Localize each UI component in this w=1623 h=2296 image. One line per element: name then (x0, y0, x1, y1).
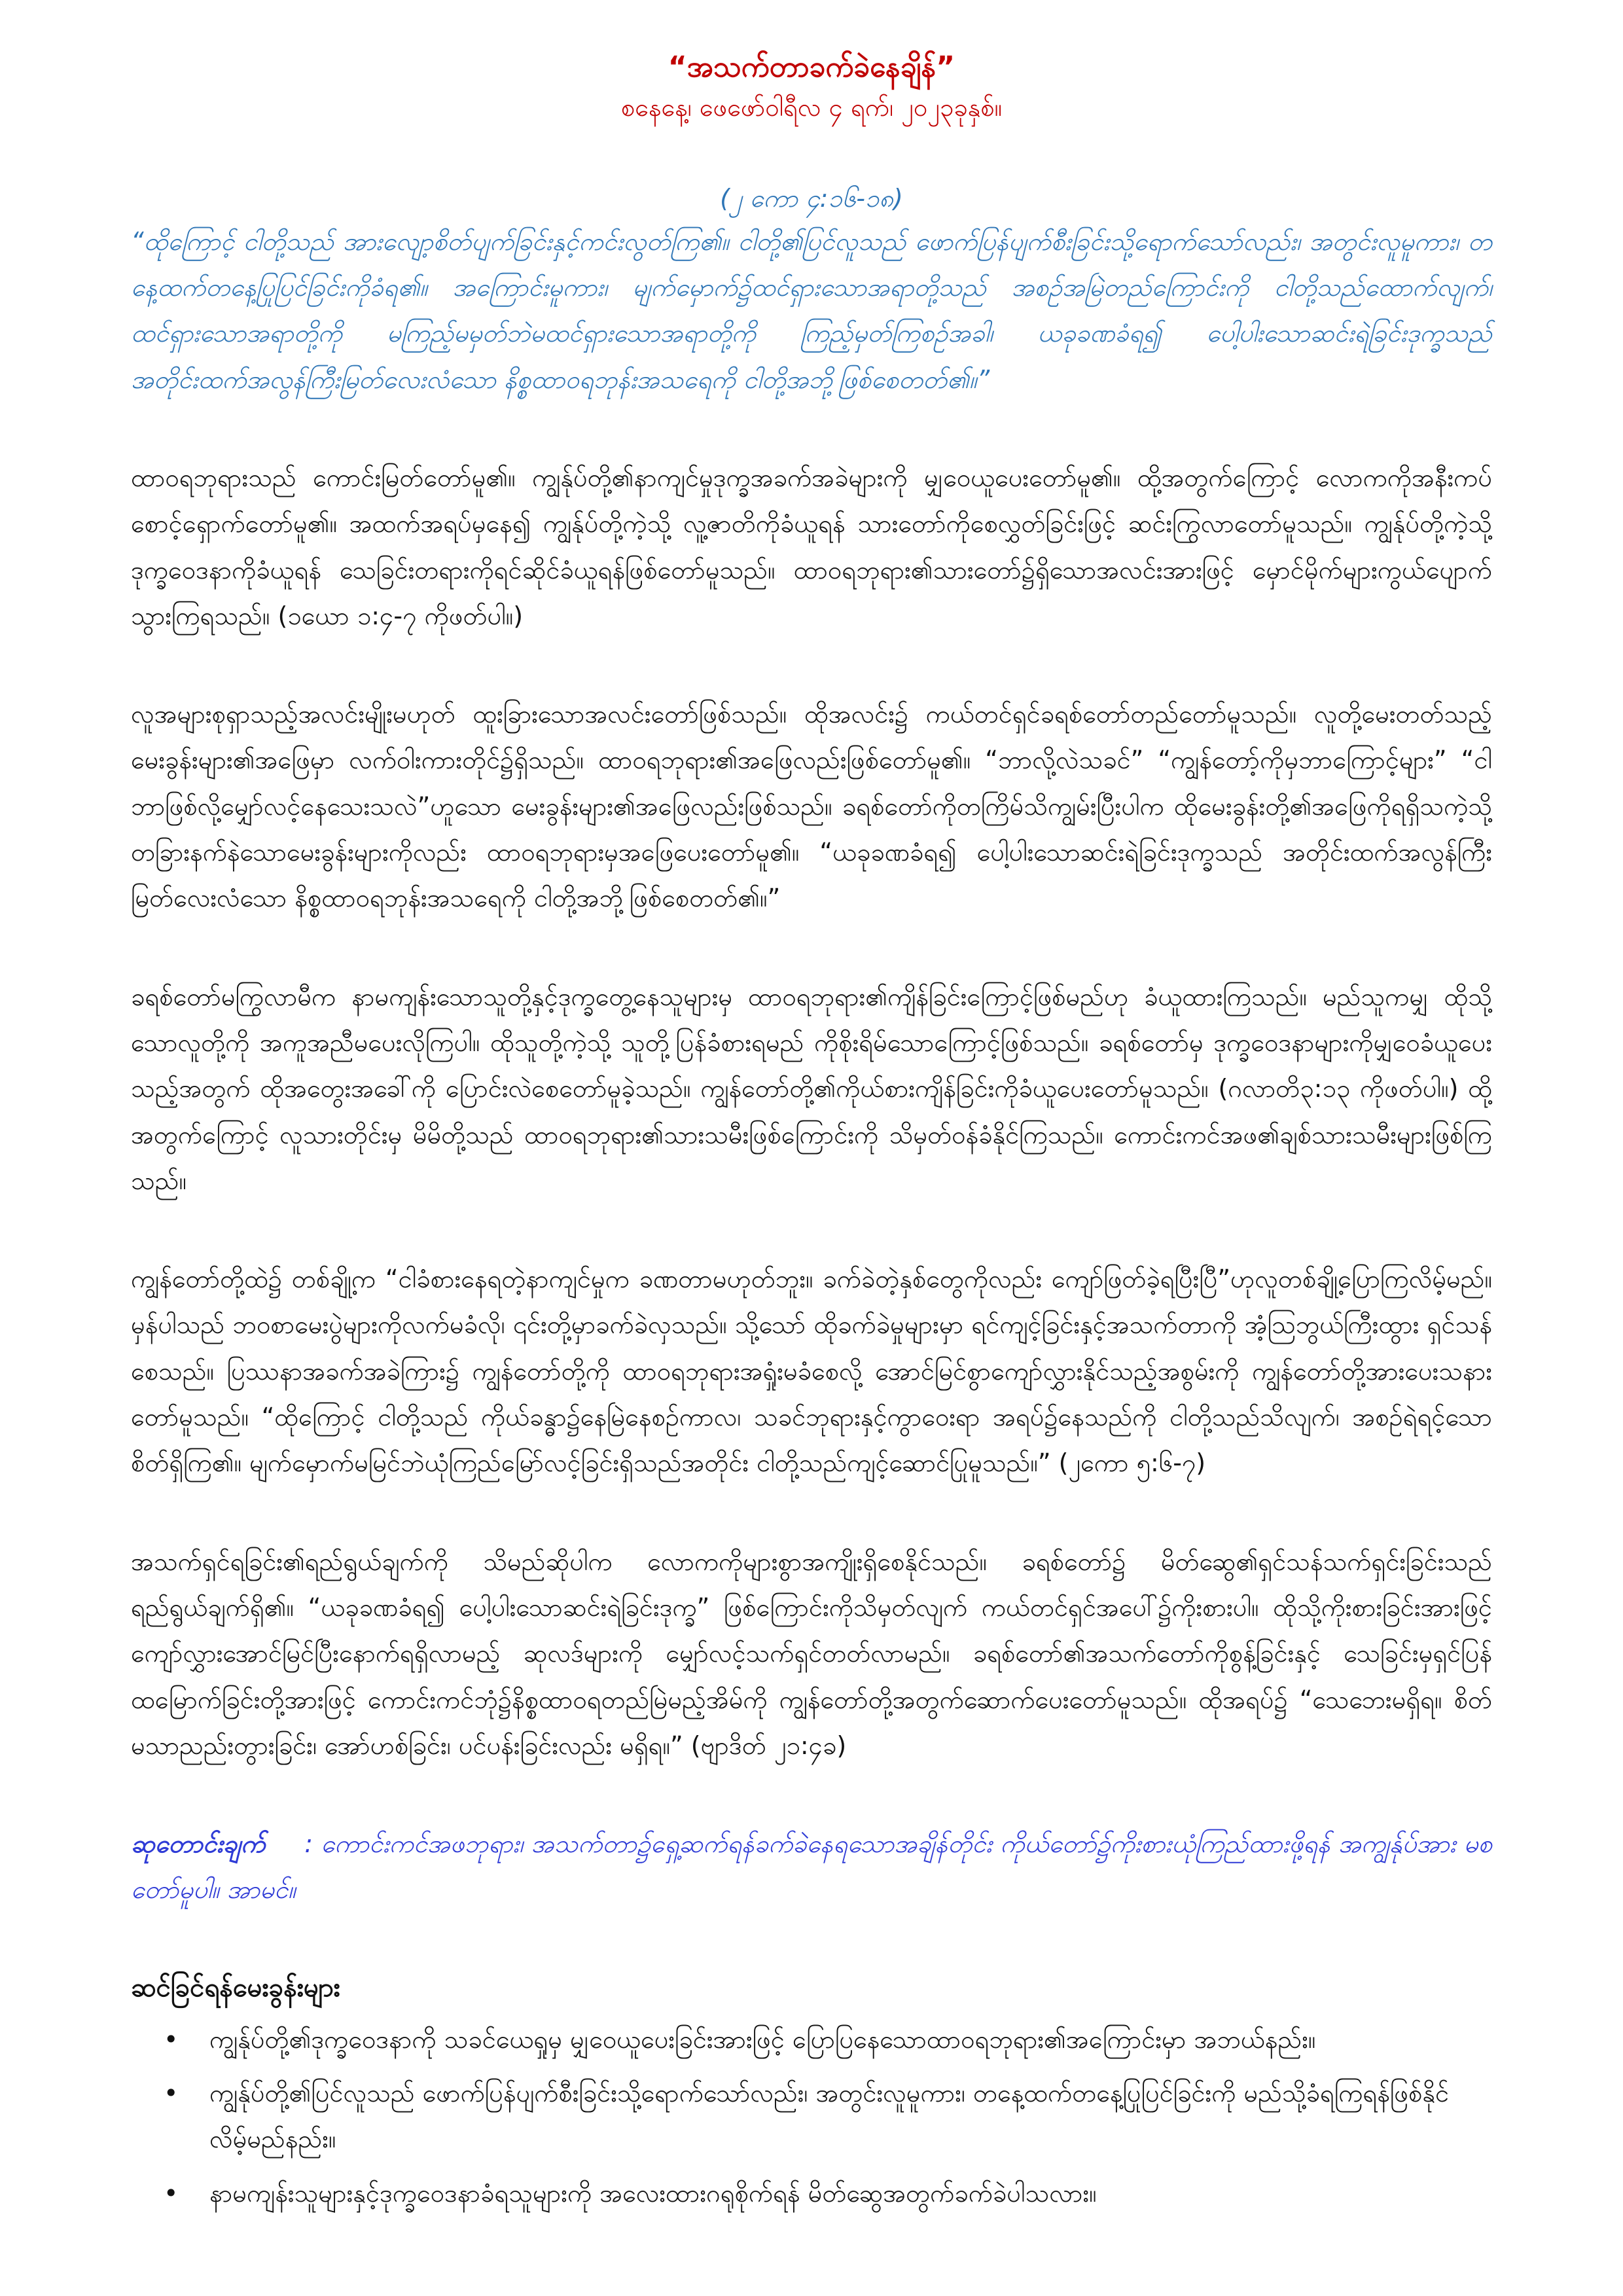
body-paragraph-3: ခရစ်တော်မကြွလာမီက နာမကျန်းသောသူတို့နှင့်ဒုက္ခတွေ့နေသူများမှ ထာဝရဘုရား၏ကျိန်ခြင်းကြောင့်ဖြစ်မည်ဟု ခံယူထားကြသည်။ မည်သူကမျှ ထိုသို့သောလူတို့ကို အကူအညီမပေးလိုကြပါ။ ထိုသူတို့ကဲ့သို့ သူတို့ပြန်ခံစားရမည် ကိုစိုးရိမ်သောကြောင့်ဖြစ်သည်။ ခရစ်တော်မှ ဒုက္ခဝေဒနာများကိုမျှဝေခံယူပေးသည့်အတွက် ထိုအတွေးအခေါ်ကို ပြောင်းလဲစေတော်မူခဲ့သည်။ ကျွန်တော်တို့၏ကိုယ်စားကျိန်ခြင်းကိုခံယူပေးတော်မူသည်။ (ဂလာတိ၃:၁၃ ကိုဖတ်ပါ။) ထို့အတွက်ကြောင့် လူသားတိုင်းမှ မိမိတို့သည် ထာဝရဘုရား၏သားသမီးဖြစ်ကြောင်းကို သိမှတ်ဝန်ခံနိုင်ကြသည်။ ကောင်းကင်အဖ၏ချစ်သားသမီးများဖြစ်ကြသည်။ (131, 982, 1492, 1195)
scripture-reference: (၂ ကော ၄:၁၆-၁၈) (720, 184, 903, 213)
body-paragraph-1: ထာဝရဘုရားသည် ကောင်းမြတ်တော်မူ၏။ ကျွန်ုပ်တို့၏နာကျင်မှုဒုက္ခအခက်အခဲများကို မျှဝေယူပေးတော်မူ၏။ ထို့အတွက်ကြောင့် လောကကိုအနီးကပ်စောင့်ရှောက်တော်မူ၏။ အထက်အရပ်မှနေ၍ ကျွန်ုပ်တို့ကဲ့သို့ လူ့ဇာတိကိုခံယူရန် သားတော်ကိုစေလွှတ်ခြင်းဖြင့် ဆင်းကြွလာတော်မူသည်။ ကျွန်ုပ်တို့ကဲ့သို့ ဒုက္ခဝေဒနာကိုခံယူရန် သေခြင်းတရားကိုရင်ဆိုင်ခံယူရန်ဖြစ်တော်မူသည်။ ထာဝရဘုရား၏သားတော်၌ရှိသောအလင်းအားဖြင့် မှောင်မိုက်များကွယ်ပျောက်သွားကြရသည်။ (၁ယော ၁:၄-၇ ကိုဖတ်ပါ။) (131, 463, 1492, 630)
question-text: ကျွန်ုပ်တို့၏ပြင်လူသည် ဖောက်ပြန်ပျက်စီးခြင်းသို့ရောက်သော်လည်း၊ အတွင်းလူမူကား၊ တနေ့ထက်တနေ့ပြုပြင်ခြင်းကို မည်သို့ခံရကြရန်ဖြစ်နိုင်လိမ့်မည်နည်း။ (209, 2079, 1450, 2154)
body-paragraph-2: လူအများစုရှာသည့်အလင်းမျိုးမဟုတ် ထူးခြားသောအလင်းတော်ဖြစ်သည်။ ထိုအလင်း၌ ကယ်တင်ရှင်ခရစ်တော်တည်တော်မူသည်။ လူတို့မေးတတ်သည့်မေးခွန်းများ၏အဖြေမှာ လက်ဝါးကားတိုင်၌ရှိသည်။ ထာဝရဘုရား၏အဖြေလည်းဖြစ်တော်မူ၏။ “ဘာလို့လဲသခင်” “ကျွန်တော့်ကိုမှဘာကြောင့်များ” “ငါဘာဖြစ်လို့မျှော်လင့်နေသေးသလဲ”ဟူသော မေးခွန်းများ၏အဖြေလည်းဖြစ်သည်။ ခရစ်တော်ကိုတကြိမ်သိကျွမ်းပြီးပါက ထိုမေးခွန်းတို့၏အဖြေကိုရရှိသကဲ့သို့ တခြားနက်နဲသောမေးခွန်းများကိုလည်း ထာဝရဘုရားမှအဖြေပေးတော်မူ၏။ “ယခုခဏခံရ၍ ပေါ့ပါးသောဆင်းရဲခြင်းဒုက္ခသည် အတိုင်းထက်အလွန်ကြီးမြတ်လေးလံသော နိစ္စထာဝရဘုန်းအသရေကို ငါတို့အဘို့ဖြစ်စေတတ်၏။” (131, 700, 1492, 913)
bullet-icon: • (164, 2024, 179, 2054)
scripture-quote: “ထိုကြောင့် ငါတို့သည် အားလျော့စိတ်ပျက်ခြင်းနှင့်ကင်းလွတ်ကြ၏။ ငါတို့၏ပြင်လူသည် ဖောက်ပြန်ပျက်စီးခြင်းသို့ရောက်သော်လည်း၊ အတွင်းလူမူကား၊ တနေ့ထက်တနေ့ပြုပြင်ခြင်းကိုခံရ၏။ အကြောင်းမူကား၊ မျက်မှောက်၌ထင်ရှားသောအရာတို့သည် အစဉ်အမြဲတည်ကြောင်းကို ငါတို့သည်ထောက်လျက်၊ ထင်ရှားသောအရာတို့ကို မကြည့်မမှတ်ဘဲမထင်ရှားသောအရာတို့ကို ကြည့်မှတ်ကြစဉ်အခါ၊ ယခုခဏခံရ၍ ပေါ့ပါးသောဆင်းရဲခြင်းဒုက္ခသည် အတိုင်းထက်အလွန်ကြီးမြတ်လေးလံသော နိစ္စထာဝရဘုန်းအသရေကို ငါတို့အဘို့ဖြစ်စေတတ်၏။” (131, 226, 1492, 394)
reflection-questions-heading: ဆင်ခြင်ရန်မေးခွန်းများ (131, 1972, 340, 2003)
devotional-title: “အသက်တာခက်ခဲနေချိန်” (668, 50, 955, 84)
prayer-label: ဆုတောင်းချက် (131, 1829, 266, 1859)
prayer-section (131, 1821, 1492, 1913)
prayer-text: ကောင်းကင်အဖဘုရား၊ အသက်တာ၌ရှေ့ဆက်ရန်ခက်ခဲနေရသောအချိန်တိုင်း ကိုယ်တော်၌ကိုးစားယုံကြည်ထားဖို့ရန် အကျွန်ုပ်အား မစတော်မူပါ။ အာမင်။ (131, 1829, 1492, 1905)
bullet-icon: • (164, 2178, 179, 2208)
body-paragraph-4: ကျွန်တော်တို့ထဲ၌ တစ်ချို့က “ငါခံစားနေရတဲ့နာကျင်မှုက ခဏတာမဟုတ်ဘူး။ ခက်ခဲတဲ့နှစ်တွေကိုလည်း ကျော်ဖြတ်ခဲ့ရပြီးပြီ”ဟုလူတစ်ချို့ပြောကြလိမ့်မည်။ မှန်ပါသည် ဘဝစာမေးပွဲများကိုလက်မခံလို၊ ၎င်းတို့မှာခက်ခဲလှသည်။ သို့သော် ထိုခက်ခဲမှုများမှာ ရင်ကျင့်ခြင်းနှင့်အသက်တာကို အံ့သြဘွယ်ကြီးထွား ရှင်သန်စေသည်။ ပြဿနာအခက်အခဲကြား၌ ကျွန်တော်တို့ကို ထာဝရဘုရားအရှုံးမခံစေလို့ အောင်မြင်စွာကျော်လွှားနိုင်သည့်အစွမ်းကို ကျွန်တော်တို့အားပေးသနားတော်မူသည်။ “ထိုကြောင့် ငါတို့သည် ကိုယ်ခန္ဓာ၌နေမြဲနေစဉ်ကာလ၊ သခင်ဘုရားနှင့်ကွာဝေးရာ အရပ်၌နေသည်ကို ငါတို့သည်သိလျက်၊ အစဉ်ရဲရင့်သောစိတ်ရှိကြ၏။ မျက်မှောက်မမြင်ဘဲယုံကြည်မြော်လင့်ခြင်းရှိသည်အတိုင်း ငါတို့သည်ကျင့်ဆောင်ပြုမူသည်။” (၂ကော ၅:၆-၇) (131, 1265, 1492, 1478)
devotional-date: စနေနေ့၊ ဖေဖော်ဝါရီလ ၄ ရက်၊ ၂၀၂၃ခုနှစ်။ (620, 93, 1003, 122)
list-item (131, 2017, 1492, 2062)
reflection-questions-list (131, 2017, 1492, 2216)
bullet-icon: • (164, 2079, 179, 2108)
list-item (131, 2070, 1492, 2162)
body-paragraph-5: အသက်ရှင်ရခြင်း၏ရည်ရွယ်ချက်ကို သိမည်ဆိုပါက လောကကိုများစွာအကျိုးရှိစေနိုင်သည်။ ခရစ်တော်၌ မိတ်ဆွေ၏ရှင်သန်သက်ရှင်းခြင်းသည် ရည်ရွယ်ချက်ရှိ၏။ “ယခုခဏခံရ၍ ပေါ့ပါးသောဆင်းရဲခြင်းဒုက္ခ” ဖြစ်ကြောင်းကိုသိမှတ်လျက် ကယ်တင်ရှင်အပေါ်၌ကိုးစားပါ။ ထိုသို့ကိုးစားခြင်းအားဖြင့် ကျော်လွှားအောင်မြင်ပြီးနောက်ရရှိလာမည့် ဆုလဒ်များကို မျှော်လင့်သက်ရှင်တတ်လာမည်။ ခရစ်တော်၏အသက်တော်ကိုစွန့်ခြင်းနှင့် သေခြင်းမှရှင်ပြန်ထမြောက်ခြင်းတို့အားဖြင့် ကောင်းကင်ဘုံ၌နိစ္စထာဝရတည်မြဲမည့်အိမ်ကို ကျွန်တော်တို့အတွက်ဆောက်ပေးတော်မူသည်။ ထိုအရပ်၌ “သေဘေးမရှိရ။ စိတ်မသာညည်းတွားခြင်း၊ အော်ဟစ်ခြင်း၊ ပင်ပန်းခြင်းလည်း မရှိရ။” (ဗျာဒိတ် ၂၁:၄ခ) (131, 1547, 1492, 1760)
prayer-separator: : (304, 1829, 313, 1859)
list-item (131, 2170, 1492, 2216)
question-text: နာမကျန်းသူများနှင့်ဒုက္ခဝေဒနာခံရသူများကို အလေးထားဂရုစိုက်ရန် မိတ်ဆွေအတွက်ခက်ခဲပါသလား။ (209, 2178, 1097, 2208)
question-text: ကျွန်ုပ်တို့၏ဒုက္ခဝေဒနာကို သခင်ယေရှုမှ မျှဝေယူပေးခြင်းအားဖြင့် ပြောပြနေသောထာဝရဘုရား၏အကြောင်းမှာ အဘယ်နည်း။ (209, 2024, 1316, 2054)
